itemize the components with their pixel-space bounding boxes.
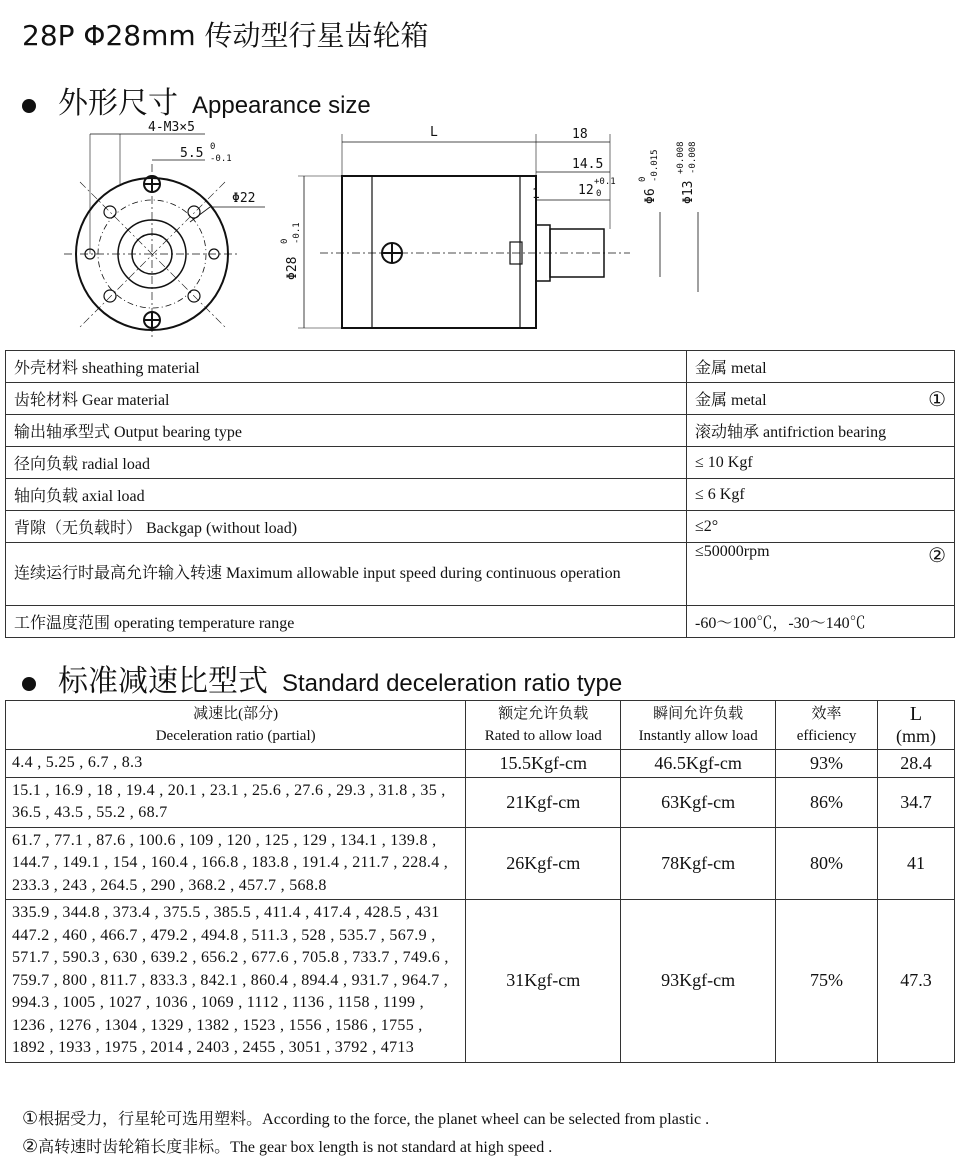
spec-value-cell — [687, 351, 955, 383]
bolt-tol-dn: -0.1 — [210, 154, 232, 164]
side-view — [280, 125, 698, 328]
dia28-tol-up: 0 — [280, 238, 290, 244]
spec-label: 外壳材料 sheathing material — [6, 351, 687, 383]
header-en: Instantly allow load — [638, 728, 758, 744]
length-dim: L — [430, 125, 438, 140]
footnote-text: 高转速时齿轮箱长度非标。The gear box length is not standard at high speed . — [38, 1139, 553, 1156]
spec-row — [6, 447, 955, 479]
dia13-tol-dn: -0.008 — [688, 141, 698, 174]
spec-value: 金属 metal — [695, 391, 767, 409]
dim-12-dn: 0 — [596, 189, 602, 199]
bullet-icon — [22, 99, 36, 113]
cell-instant: 63Kgf-cm — [621, 777, 776, 827]
cell-eff: 80% — [776, 827, 878, 900]
dim-12: 12 — [578, 183, 594, 198]
table-row — [6, 827, 955, 900]
ratio-column-header — [6, 701, 466, 750]
spec-value-cell — [687, 415, 955, 447]
spec-value: ≤2° — [695, 517, 719, 535]
spec-note-mark: ② — [928, 543, 946, 567]
cell-L: 47.3 — [878, 900, 955, 1063]
cell-eff: 93% — [776, 750, 878, 778]
dia28-dim: Φ28 — [285, 256, 300, 280]
cell-eff: 86% — [776, 777, 878, 827]
section-title-zh: 标准减速比型式 — [58, 664, 268, 699]
spec-table — [5, 350, 955, 638]
dim-18: 18 — [572, 127, 588, 142]
spec-label: 连续运行时最高允许输入转速 Maximum allowable input speed during continuous operation — [6, 543, 687, 606]
cell-instant: 93Kgf-cm — [621, 900, 776, 1063]
cell-rated: 26Kgf-cm — [466, 827, 621, 900]
ratio-column-header — [621, 701, 776, 750]
cell-rated: 31Kgf-cm — [466, 900, 621, 1063]
dia6-tol-dn: -0.015 — [650, 149, 660, 182]
header-en: efficiency — [796, 728, 857, 744]
dimension-drawing — [60, 112, 710, 337]
ratio-column-header — [466, 701, 621, 750]
holes-dim: 4-M3×5 — [148, 120, 195, 135]
dim-1: 1 — [532, 187, 540, 202]
dim-14-5: 14.5 — [572, 157, 604, 172]
footnote-mark: ① — [22, 1108, 39, 1129]
header-zh: L — [909, 703, 923, 725]
bolt-dim: 5.5 — [180, 146, 204, 161]
spec-label: 工作温度范围 operating temperature range — [6, 606, 687, 638]
table-row — [6, 900, 955, 1063]
cell-rated: 21Kgf-cm — [466, 777, 621, 827]
table-row — [6, 750, 955, 778]
header-en: (mm) — [896, 726, 936, 746]
cell-ratios: 335.9 , 344.8 , 373.4 , 375.5 , 385.5 , 411.4 , 417.4 , 428.5 , 431 447.2 , 460 , 466.7 , 479.2 , 494.8 , 511.3 , 528 , 535.7 , 567.9 , 571.7 , 590.3 , 630 , 639.2 , 656.2 , 677.6 , 705.8 , 733.7 , 749.6 , 759.7 , 800 , 811.7 , 833.3 , 842.1 , 860.4 , 894.4 , 931.7 , 964.7 , 994.3 , 1005 , 1027 , 1036 , 1069 , 1112 , 1136 , 1158 , 1199 , 1236 , 1276 , 1304 , 1329 , 1382 , 1523 , 1556 , 1586 , 1755 , 1892 , 1933 , 1975 , 2014 , 2403 , 2455 , 3051 , 3792 , 4713 — [6, 900, 466, 1063]
header-zh: 减速比(部分) — [193, 706, 279, 722]
cell-instant: 46.5Kgf-cm — [621, 750, 776, 778]
spec-value-cell — [687, 543, 955, 606]
cell-L: 41 — [878, 827, 955, 900]
spec-row — [6, 479, 955, 511]
spec-value: 滚动轴承 antifriction bearing — [695, 424, 887, 441]
cell-rated: 15.5Kgf-cm — [466, 750, 621, 778]
section-title-en: Appearance size — [192, 92, 371, 119]
spec-value-cell — [687, 606, 955, 638]
dia6-dim: Φ6 — [643, 188, 658, 204]
spec-value-cell — [687, 383, 955, 415]
section-title-en: Standard deceleration ratio type — [282, 670, 623, 697]
spec-note-mark: ① — [928, 386, 946, 411]
spec-label: 背隙（无负载时） Backgap (without load) — [6, 511, 687, 543]
section-title-zh: 外形尺寸 — [58, 86, 178, 121]
header-en: Rated to allow load — [484, 728, 602, 744]
cell-ratios: 4.4 , 5.25 , 6.7 , 8.3 — [6, 750, 466, 778]
dia6-tol-up: 0 — [638, 176, 648, 182]
cell-instant: 78Kgf-cm — [621, 827, 776, 900]
header-zh: 效率 — [811, 706, 842, 722]
page-title: 28P Φ28mm 传动型行星齿轮箱 — [22, 19, 429, 52]
footnote-text: 根据受力，行星轮可选用塑料。According to the force, the planet wheel can be selected from plastic . — [38, 1111, 710, 1128]
cell-L: 34.7 — [878, 777, 955, 827]
spec-row — [6, 383, 955, 415]
cell-eff: 75% — [776, 900, 878, 1063]
cell-ratios: 61.7 , 77.1 , 87.6 , 100.6 , 109 , 120 , 125 , 129 , 134.1 , 139.8 , 144.7 , 149.1 , 154 , 160.4 , 166.8 , 183.8 , 191.4 , 211.7 , 228.4 , 233.3 , 243 , 264.5 , 290 , 368.2 , 457.7 , 568.8 — [6, 827, 466, 900]
spec-row — [6, 511, 955, 543]
spec-label: 轴向负载 axial load — [6, 479, 687, 511]
spec-value: ≤ 10 Kgf — [695, 453, 753, 471]
bullet-icon — [22, 677, 36, 691]
front-view — [64, 120, 265, 337]
spec-label: 齿轮材料 Gear material — [6, 383, 687, 415]
header-zh: 额定允许负载 — [498, 706, 589, 722]
spec-value-cell — [687, 479, 955, 511]
footnote-mark: ② — [22, 1136, 39, 1157]
cell-ratios: 15.1 , 16.9 , 18 , 19.4 , 20.1 , 23.1 , 25.6 , 27.6 , 29.3 , 31.8 , 35 , 36.5 , 43.5 , 55.2 , 68.7 — [6, 777, 466, 827]
cell-L: 28.4 — [878, 750, 955, 778]
dia13-dim: Φ13 — [681, 180, 696, 204]
spec-row — [6, 351, 955, 383]
dim-12-up: +0.1 — [594, 177, 616, 187]
header-en: Deceleration ratio (partial) — [155, 728, 316, 744]
spec-value: -60～100℃，-30～140℃ — [695, 615, 866, 632]
spec-value-cell — [687, 447, 955, 479]
footnote-1 — [22, 1106, 709, 1129]
ratio-table — [5, 700, 955, 1063]
header-zh: 瞬间允许负载 — [653, 706, 744, 722]
dia13-tol-up: +0.008 — [676, 141, 686, 174]
table-row — [6, 777, 955, 827]
spec-row — [6, 606, 955, 638]
footnote-2 — [22, 1134, 552, 1157]
ratio-column-header — [878, 701, 955, 750]
spec-value: 金属 metal — [695, 360, 767, 377]
spec-value-cell — [687, 511, 955, 543]
spec-label: 输出轴承型式 Output bearing type — [6, 415, 687, 447]
bolt-tol-up: 0 — [210, 142, 216, 152]
spec-value: ≤50000rpm — [695, 543, 770, 560]
ratio-section-heading — [22, 656, 622, 700]
spec-label: 径向负载 radial load — [6, 447, 687, 479]
ratio-column-header — [776, 701, 878, 750]
pcd-dim: Φ22 — [232, 191, 256, 206]
dia28-tol-dn: -0.1 — [292, 222, 302, 244]
spec-row — [6, 543, 955, 606]
spec-row — [6, 415, 955, 447]
spec-value: ≤ 6 Kgf — [695, 485, 745, 503]
